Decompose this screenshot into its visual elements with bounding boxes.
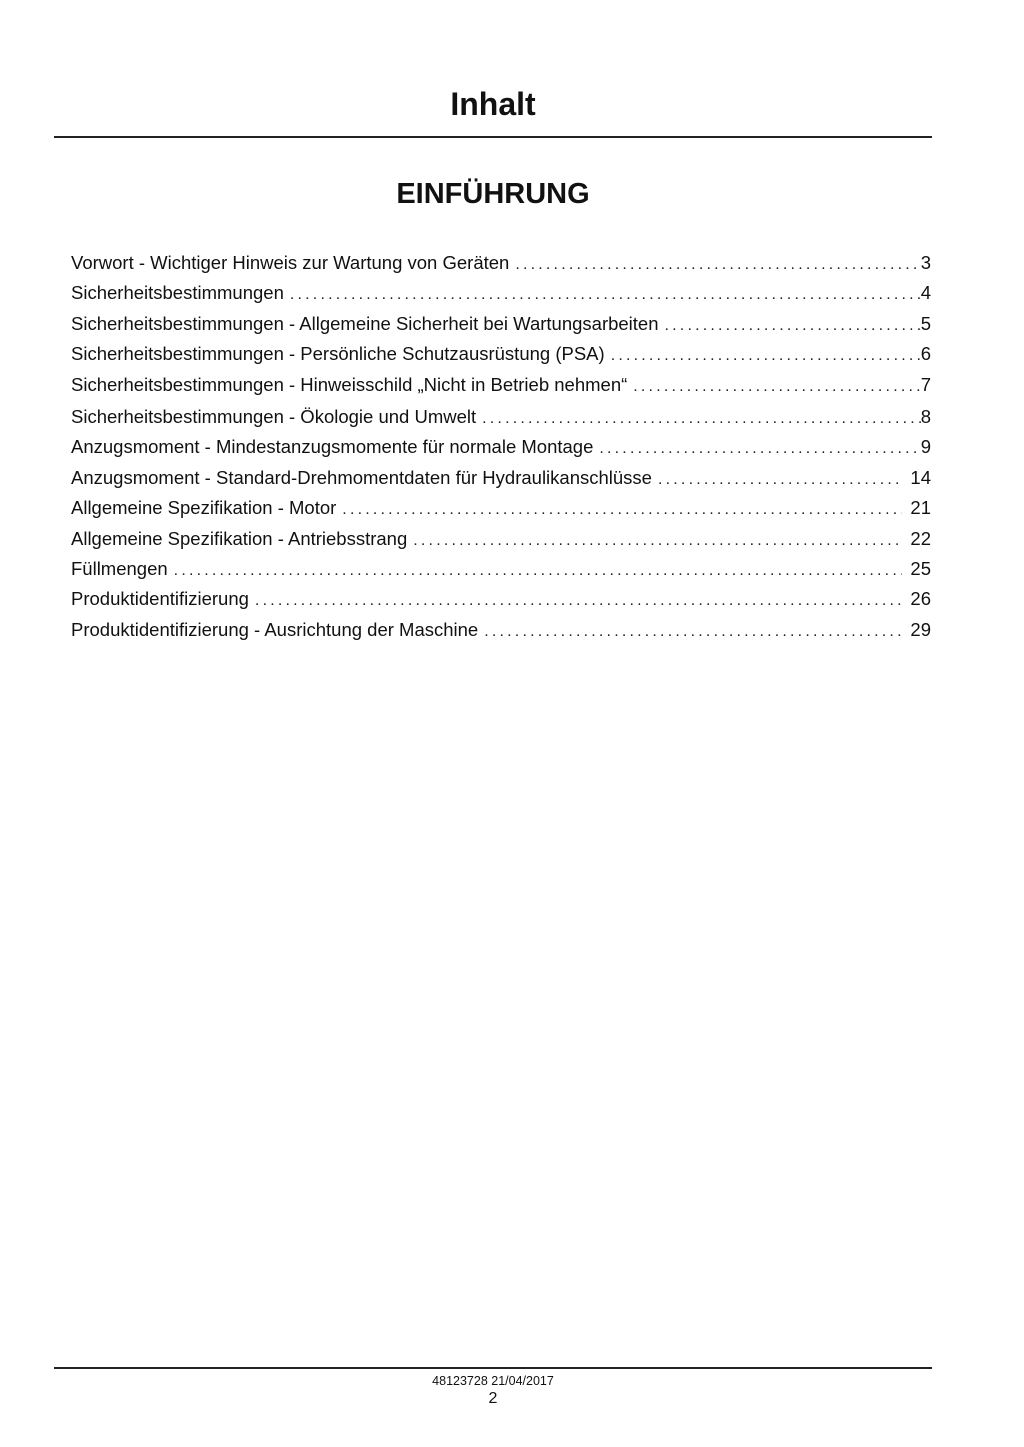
dot-leader: [255, 592, 903, 610]
toc-entry[interactable]: [71, 558, 931, 588]
toc-entry[interactable]: [71, 313, 931, 343]
table-of-contents: [71, 252, 931, 649]
toc-entry-page: 14: [910, 466, 931, 488]
dot-leader: [484, 623, 902, 641]
toc-entry-page: 22: [910, 527, 931, 549]
toc-entry-label: Anzugsmoment - Mindestanzugsmomente für normale Montage: [71, 436, 594, 458]
toc-entry-page: 4: [920, 282, 931, 304]
toc-entry-label: Allgemeine Spezifikation - Antriebsstrang: [71, 527, 408, 549]
document-reference: 48123728 21/04/2017: [432, 1374, 554, 1388]
dot-leader: [515, 256, 920, 274]
page-title: Inhalt: [450, 86, 536, 122]
toc-entry[interactable]: [71, 497, 931, 527]
dot-leader: [482, 410, 921, 428]
toc-entry[interactable]: [71, 343, 931, 373]
toc-entry-label: Sicherheitsbestimmungen: [71, 282, 284, 304]
dot-leader: [611, 347, 921, 365]
toc-entry-label: Sicherheitsbestimmungen - Ökologie und Umwelt: [71, 405, 477, 427]
page-number: 2: [488, 1390, 498, 1407]
toc-entry-page: 8: [920, 405, 931, 427]
toc-entry[interactable]: [71, 282, 931, 312]
toc-entry-page: 9: [920, 436, 931, 458]
dot-leader: [413, 532, 902, 550]
toc-entry-label: Sicherheitsbestimmungen - Persönliche Schutzausrüstung (PSA): [71, 343, 605, 365]
dot-leader: [599, 440, 920, 458]
toc-entry-page: 7: [920, 373, 931, 395]
dot-leader: [665, 317, 921, 335]
toc-entry-label: Füllmengen: [71, 557, 168, 579]
toc-entry-label: Allgemeine Spezifikation - Motor: [71, 497, 337, 519]
toc-entry[interactable]: [71, 252, 931, 282]
toc-entry-label: Produktidentifizierung: [71, 588, 249, 610]
dot-leader: [633, 378, 920, 396]
toc-entry[interactable]: [71, 588, 931, 618]
toc-entry-label: Vorwort - Wichtiger Hinweis zur Wartung von Geräten: [71, 252, 510, 273]
toc-entry-page: 5: [920, 312, 931, 334]
toc-entry[interactable]: [71, 406, 931, 436]
header-divider: [54, 136, 932, 138]
dot-leader: [174, 562, 903, 580]
footer-divider: [54, 1367, 932, 1369]
dot-leader: [342, 501, 902, 519]
toc-entry[interactable]: [71, 528, 931, 558]
toc-entry[interactable]: [71, 467, 931, 497]
dot-leader: [290, 286, 921, 304]
dot-leader: [658, 471, 902, 489]
toc-entry-label: Sicherheitsbestimmungen - Hinweisschild „Nicht in Betrieb nehmen“: [71, 373, 628, 395]
toc-entry-page: 26: [910, 588, 931, 610]
toc-entry-page: 3: [920, 252, 931, 273]
toc-entry-page: 6: [920, 343, 931, 365]
toc-entry[interactable]: [71, 619, 931, 649]
toc-entry-page: 21: [910, 497, 931, 519]
toc-entry[interactable]: [71, 374, 931, 404]
toc-entry-label: Sicherheitsbestimmungen - Allgemeine Sicherheit bei Wartungsarbeiten: [71, 312, 659, 334]
toc-entry[interactable]: [71, 436, 931, 466]
toc-entry-page: 29: [910, 618, 931, 640]
toc-entry-label: Anzugsmoment - Standard-Drehmomentdaten für Hydraulikanschlüsse: [71, 466, 652, 488]
section-title: EINFÜHRUNG: [396, 178, 590, 210]
toc-entry-label: Produktidentifizierung - Ausrichtung der Maschine: [71, 618, 479, 640]
toc-entry-page: 25: [910, 557, 931, 579]
